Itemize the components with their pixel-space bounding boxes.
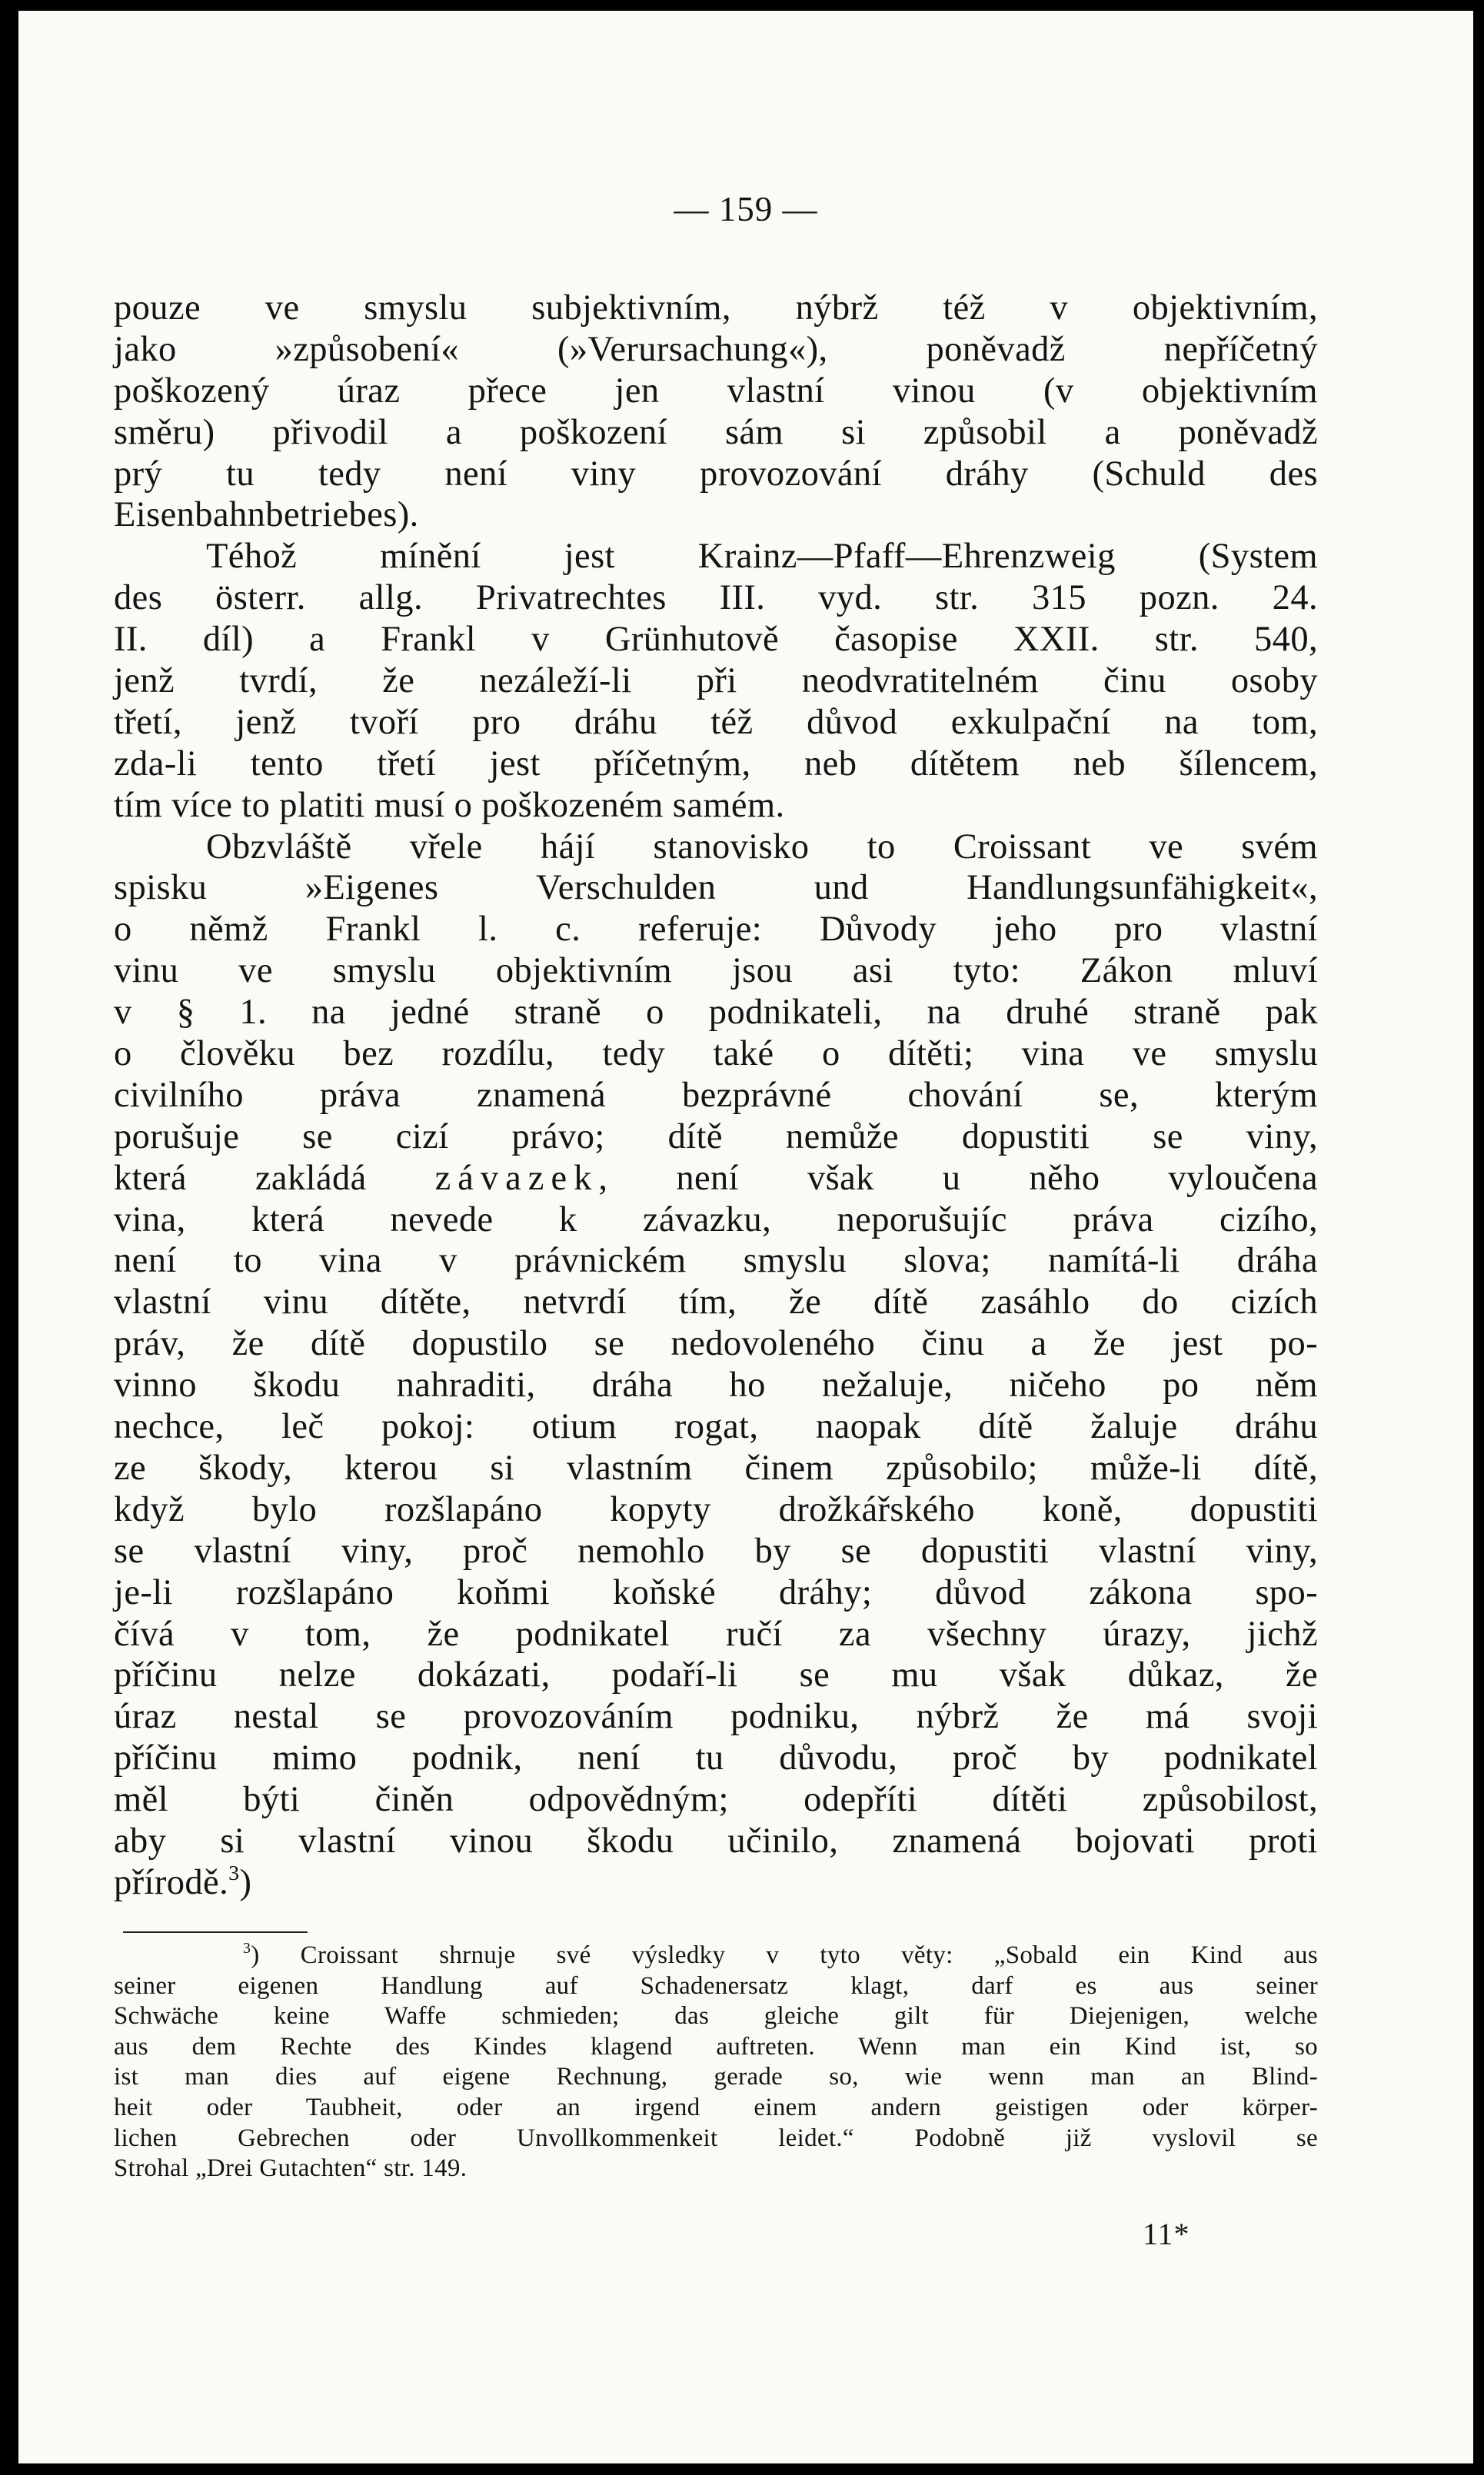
text-line: je-li rozšlapáno koňmi koňské dráhy; důvod zákona spo- <box>114 1572 1318 1612</box>
text-line: jako »způsobení« (»Verursachung«), poněvadž nepříčetný <box>114 329 1318 369</box>
footnote-marker: 3 <box>243 1940 251 1958</box>
text-line: práv, že dítě dopustilo se nedovoleného činu a že jest po- <box>114 1324 1318 1364</box>
footnote-line: seiner eigenen Handlung auf Schadenersatz klagt, darf es aus seiner <box>114 1971 1318 2000</box>
text-line: des österr. allg. Privatrechtes III. vyd. str. 315 pozn. 24. <box>114 578 1318 618</box>
text-line: směru) přivodil a poškození sám si způsobil a poněvadž <box>114 412 1318 452</box>
footnote-line: lichen Gebrechen oder Unvollkommenkeit leidet.“ Podobně již vyslovil se <box>114 2124 1318 2152</box>
text-line: tím více to platiti musí o poškozeném samém. <box>114 785 785 825</box>
main-text <box>114 288 1318 1904</box>
text-line: ze škody, kterou si vlastním činem způsobilo; může-li dítě, <box>114 1448 1318 1488</box>
footnote-line: aus dem Rechte des Kindes klagend auftreten. Wenn man ein Kind ist, so <box>114 2032 1318 2061</box>
text-line: spisku »Eigenes Verschulden und Handlungsunfähigkeit«, <box>114 868 1318 908</box>
text-line: se vlastní viny, proč nemohlo by se dopustiti vlastní viny, <box>114 1531 1318 1571</box>
text-line: vinno škodu nahraditi, dráha ho nežaluje, ničeho po něm <box>114 1366 1318 1405</box>
text-line: čívá v tom, že podnikatel ručí za všechny úrazy, jichž <box>114 1614 1318 1654</box>
footnote-divider <box>123 1931 308 1933</box>
text-line: prý tu tedy není viny provozování dráhy (Schuld des <box>114 454 1318 494</box>
text-line: II. díl) a Frankl v Grünhutově časopise XXII. str. 540, <box>114 620 1318 660</box>
text-line <box>114 1158 1318 1199</box>
text-line: o člověku bez rozdílu, tedy také o dítěti; vina ve smyslu <box>114 1034 1318 1074</box>
book-page <box>18 11 1473 2463</box>
text-line: pouze ve smyslu subjektivním, nýbrž též v objektivním, <box>114 288 1318 328</box>
text-line: vina, která nevede k závazku, neporušujíc práva cizího, <box>114 1199 1318 1239</box>
emphasized-word: závazek <box>434 1158 599 1198</box>
text-line: v § 1. na jedné straně o podnikateli, na druhé straně pak <box>114 993 1318 1033</box>
text-fragment: která zakládá <box>114 1158 367 1198</box>
footnote-line <box>114 1941 1318 1971</box>
footnote-line: ist man dies auf eigene Rechnung, gerade so, wie wenn man an Blind- <box>114 2063 1318 2091</box>
text-line: měl býti činěn odpovědným; odepříti dítěti způsobilost, <box>114 1780 1318 1820</box>
footnote-line: heit oder Taubheit, oder an irgend einem andern geistigen oder körper- <box>114 2093 1318 2121</box>
text-line: poškozený úraz přece jen vlastní vinou (v objektivním <box>114 371 1318 411</box>
text-line: vlastní vinu dítěte, netvrdí tím, že dítě zasáhlo do cizích <box>114 1282 1318 1322</box>
text-line: příčinu mimo podnik, není tu důvodu, proč by podnikatel <box>114 1738 1318 1778</box>
text-fragment: , není však u něho vyloučena <box>598 1158 1318 1198</box>
footnote-ref: 3 <box>228 1861 240 1885</box>
footnote-line: Schwäche keine Waffe schmieden; das gleiche gilt für Diejenigen, welche <box>114 2002 1318 2031</box>
text-line: Obzvláště vřele hájí stanovisko to Croissant ve svém <box>206 827 1318 867</box>
text-line: zda-li tento třetí jest příčetným, neb dítětem neb šílencem, <box>114 743 1318 783</box>
text-line <box>114 1862 1318 1904</box>
text-line: nechce, leč pokoj: otium rogat, naopak dítě žaluje dráhu <box>114 1407 1318 1447</box>
text-line: vinu ve smyslu objektivním jsou asi tyto: Zákon mluví <box>114 951 1318 991</box>
text-line: úraz nestal se provozováním podniku, nýbrž že má svoji <box>114 1697 1318 1737</box>
text-line: aby si vlastní vinou škodu učinilo, znamená bojovati proti <box>114 1821 1318 1861</box>
text-line: jenž tvrdí, že nezáleží-li při neodvratitelném činu osoby <box>114 661 1318 701</box>
text-line: o němž Frankl l. c. referuje: Důvody jeho pro vlastní <box>114 910 1318 950</box>
text-line: civilního práva znamená bezprávné chování se, kterým <box>114 1075 1318 1115</box>
footnote-marker-close: ) <box>251 1941 260 1969</box>
signature-mark: 11* <box>1143 2217 1190 2251</box>
text-line: není to vina v právnickém smyslu slova; namítá-li dráha <box>114 1241 1318 1281</box>
page-number: — 159 — <box>674 190 818 228</box>
footnote <box>114 1941 1318 2184</box>
text-line: příčinu nelze dokázati, podaří-li se mu však důkaz, že <box>114 1655 1318 1695</box>
text-fragment: přírodě. <box>114 1862 229 1902</box>
text-fragment: Croissant shrnuje své výsledky v tyto věty: „Sobald ein Kind aus <box>300 1941 1318 1969</box>
text-line: když bylo rozšlapáno kopyty drožkářského koně, dopustiti <box>114 1489 1318 1529</box>
text-line: Eisenbahnbetriebes). <box>114 495 419 535</box>
text-line: třetí, jenž tvoří pro dráhu též důvod exkulpační na tom, <box>114 702 1318 742</box>
text-line: Téhož mínění jest Krainz—Pfaff—Ehrenzweig (System <box>206 537 1318 577</box>
text-line: porušuje se cizí právo; dítě nemůže dopustiti se viny, <box>114 1116 1318 1156</box>
footnote-line: Strohal „Drei Gutachten“ str. 149. <box>114 2154 467 2183</box>
text-fragment: ) <box>239 1862 252 1902</box>
